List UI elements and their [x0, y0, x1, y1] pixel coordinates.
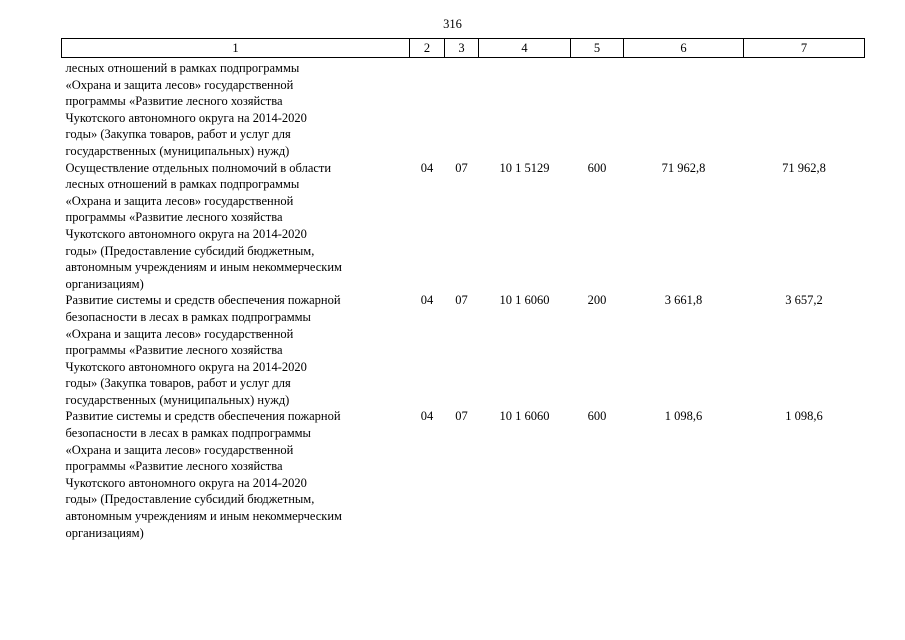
expense-type-code: 600 — [587, 409, 607, 424]
section-code: 04 — [420, 160, 434, 175]
table-row — [62, 58, 865, 160]
description-line: автономным учреждениям и иным некоммерческим — [65, 509, 342, 524]
section-code — [410, 58, 445, 160]
section-code: 04 — [420, 409, 434, 424]
description-line: годы» (Закупка товаров, работ и услуг для — [65, 127, 291, 142]
description-line: Развитие системы и средств обеспечения пожарной — [65, 409, 341, 424]
description-line: Чукотского автономного округа на 2014-2020 — [65, 226, 307, 241]
column-header-3: 3 — [445, 39, 479, 58]
section-code: 04 — [420, 293, 434, 308]
description-line: Чукотского автономного округа на 2014-2020 — [65, 110, 307, 125]
row-description — [62, 58, 410, 160]
expense-type-code: 600 — [587, 160, 607, 175]
column-header-4: 4 — [479, 39, 571, 58]
amount-planned: 3 661,8 — [664, 293, 703, 308]
description-line: «Охрана и защита лесов» государственной — [65, 442, 294, 457]
description-line: программы «Развитие лесного хозяйства — [65, 94, 283, 109]
description-line: «Охрана и защита лесов» государственной — [65, 77, 294, 92]
column-header-7: 7 — [744, 39, 865, 58]
description-line: Чукотского автономного округа на 2014-2020 — [65, 359, 307, 374]
description-line: Осуществление отдельных полномочий в области — [65, 160, 332, 175]
page-number: 316 — [443, 17, 462, 31]
target-article-code: 10 1 6060 — [499, 293, 550, 308]
description-line: автономным учреждениям и иным некоммерческим — [65, 260, 342, 275]
description-line: государственных (муниципальных) нужд) — [65, 392, 290, 407]
budget-table — [61, 38, 865, 541]
amount-planned: 1 098,6 — [664, 409, 703, 424]
subsection-code: 07 — [455, 409, 468, 424]
subsection-code: 07 — [455, 293, 468, 308]
description-line: лесных отношений в рамках подпрограммы — [65, 177, 300, 192]
description-line: «Охрана и защита лесов» государственной — [65, 326, 294, 341]
row-description — [62, 160, 410, 293]
description-line: программы «Развитие лесного хозяйства — [65, 210, 283, 225]
description-line: годы» (Закупка товаров, работ и услуг для — [65, 376, 291, 391]
amount-executed: 71 962,8 — [782, 160, 826, 175]
table-header — [62, 39, 865, 58]
target-article-code — [479, 58, 571, 160]
amount-executed: 3 657,2 — [785, 293, 823, 308]
row-description — [62, 292, 410, 408]
description-line: организациям) — [65, 525, 144, 540]
column-header-6: 6 — [624, 39, 744, 58]
amount-executed: 1 098,6 — [785, 409, 823, 424]
column-header-1: 1 — [62, 39, 410, 58]
column-header-2: 2 — [410, 39, 445, 58]
description-line: Чукотского автономного округа на 2014-2020 — [65, 475, 307, 490]
description-line: годы» (Предоставление субсидий бюджетным, — [65, 243, 315, 258]
description-line: программы «Развитие лесного хозяйства — [65, 459, 283, 474]
expense-type-code: 200 — [587, 293, 607, 308]
table-body — [62, 58, 865, 542]
amount-planned: 71 962,8 — [661, 160, 706, 175]
description-line: программы «Развитие лесного хозяйства — [65, 343, 283, 358]
table-row — [62, 408, 865, 541]
header-row — [62, 39, 865, 58]
subsection-code — [445, 58, 479, 160]
description-line: «Охрана и защита лесов» государственной — [65, 193, 294, 208]
row-description — [62, 408, 410, 541]
description-line: годы» (Предоставление субсидий бюджетным, — [65, 492, 315, 507]
target-article-code: 10 1 5129 — [499, 160, 550, 175]
table-row — [62, 292, 865, 408]
target-article-code: 10 1 6060 — [499, 409, 550, 424]
description-line: организациям) — [65, 276, 144, 291]
description-line: Развитие системы и средств обеспечения пожарной — [65, 293, 341, 308]
description-line: лесных отношений в рамках подпрограммы — [65, 61, 300, 75]
amount-planned — [624, 58, 744, 160]
subsection-code: 07 — [455, 160, 468, 175]
description-line: безопасности в лесах в рамках подпрограммы — [65, 309, 311, 324]
expense-type-code — [571, 58, 624, 160]
description-line: безопасности в лесах в рамках подпрограммы — [65, 426, 311, 441]
description-line: государственных (муниципальных) нужд) — [65, 143, 290, 158]
column-header-5: 5 — [571, 39, 624, 58]
amount-executed — [744, 58, 865, 160]
table-row — [62, 160, 865, 293]
